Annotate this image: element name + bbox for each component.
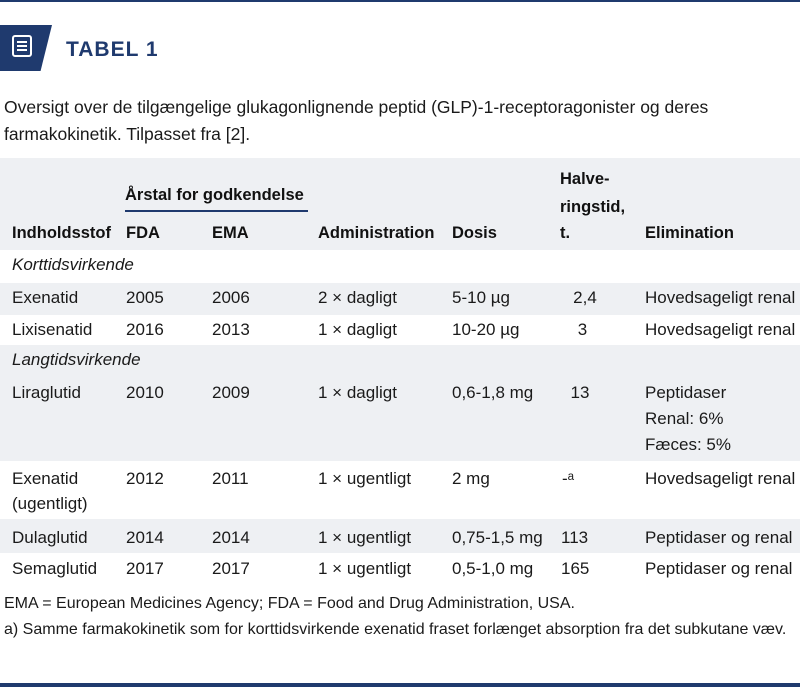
row-exenatid-elim: Hovedsageligt renal	[645, 288, 796, 307]
row-semaglutid-ema: 2017	[212, 559, 250, 578]
col-header-fda: FDA	[126, 224, 160, 242]
table-tag	[0, 25, 52, 71]
row-dulaglutid-name: Dulaglutid	[12, 528, 88, 547]
col-header-substance: Indholdsstof	[12, 224, 111, 242]
section-long: Langtidsvirkende	[12, 350, 141, 369]
row-exenatid-name: Exenatid	[12, 288, 79, 307]
row-exenatid-weekly-elim: Hovedsageligt renal	[645, 469, 796, 488]
group-header-underline	[125, 210, 308, 212]
halflife-header-2: ringstid,	[560, 198, 626, 216]
row-liraglutid-name: Liraglutid	[12, 383, 81, 402]
row-semaglutid-elim: Peptidaser og renal	[645, 559, 793, 578]
table-area	[0, 158, 800, 585]
col-header-ema: EMA	[212, 224, 249, 242]
row-semaglutid-admin: 1 × ugentligt	[318, 559, 412, 578]
footnote-a: a) Samme farmakokinetik som for korttidsvirkende exenatid fraset forlænget absorption fra det subkutane væv.	[4, 621, 787, 638]
row-exenatid-ema: 2006	[212, 288, 250, 307]
row-liraglutid-halflife: 13	[570, 383, 590, 402]
top-rule	[0, 0, 800, 2]
table-label: TABEL 1	[66, 38, 159, 61]
section-short: Korttidsvirkende	[12, 255, 134, 274]
row-liraglutid-elim-2: Renal: 6%	[645, 409, 724, 428]
row-exenatid-weekly-fda: 2012	[126, 469, 164, 488]
row-dulaglutid-ema: 2014	[212, 528, 250, 547]
row-exenatid-weekly-name-1: Exenatid	[12, 469, 79, 488]
halflife-header-1: Halve-	[560, 170, 610, 188]
bottom-rule	[0, 683, 800, 687]
row-lixisenatid-name: Lixisenatid	[12, 320, 93, 339]
row-lixisenatid-ema: 2013	[212, 320, 250, 339]
row-dulaglutid-fda: 2014	[126, 528, 164, 547]
col-header-dose: Dosis	[452, 224, 497, 242]
row-exenatid-dose: 5-10 µg	[452, 288, 510, 307]
row-liraglutid-fda: 2010	[126, 383, 164, 402]
table-caption: Oversigt over de tilgængelige glukagonlignende peptid (GLP)-1-receptoragonister og deres farmakokinetik. Tilpasset fra [2].	[4, 97, 709, 144]
halflife-header-3: t.	[560, 224, 571, 242]
row-dulaglutid-halflife: 113	[561, 528, 589, 547]
row-liraglutid-elim-1: Peptidaser	[645, 383, 727, 402]
row-exenatid-fda: 2005	[126, 288, 164, 307]
row-exenatid-weekly-dose: 2 mg	[452, 469, 490, 488]
row-exenatid-weekly-admin: 1 × ugentligt	[318, 469, 412, 488]
row-lixisenatid-admin: 1 × dagligt	[318, 320, 397, 339]
row-lixisenatid-fda: 2016	[126, 320, 164, 339]
col-header-administration: Administration	[318, 224, 435, 242]
group-header: Årstal for godkendelse	[125, 186, 304, 204]
row-exenatid-admin: 2 × dagligt	[318, 288, 397, 307]
row-liraglutid-admin: 1 × dagligt	[318, 383, 397, 402]
col-header-elimination: Elimination	[645, 224, 734, 242]
row-liraglutid-ema: 2009	[212, 383, 250, 402]
row-dulaglutid-admin: 1 × ugentligt	[318, 528, 412, 547]
row-exenatid-weekly-ema: 2011	[212, 469, 249, 488]
row-exenatid-halflife: 2,4	[573, 288, 597, 307]
row-semaglutid-dose: 0,5-1,0 mg	[452, 559, 534, 578]
row-liraglutid-elim-3: Fæces: 5%	[645, 435, 731, 454]
row-dulaglutid-elim: Peptidaser og renal	[645, 528, 793, 547]
row-lixisenatid-elim: Hovedsageligt renal	[645, 320, 796, 339]
row-semaglutid-name: Semaglutid	[12, 559, 98, 578]
document-icon	[12, 35, 32, 57]
row-liraglutid-dose: 0,6-1,8 mg	[452, 383, 534, 402]
row-exenatid-weekly-halflife: -ᵃ	[562, 469, 574, 488]
row-dulaglutid-dose: 0,75-1,5 mg	[452, 528, 543, 547]
row-exenatid-weekly-name-2: (ugentligt)	[12, 494, 88, 513]
row-lixisenatid-halflife: 3	[577, 320, 588, 339]
row-semaglutid-halflife: 165	[561, 559, 590, 578]
footnote-abbreviations: EMA = European Medicines Agency; FDA = Food and Drug Administration, USA.	[4, 595, 575, 612]
row-lixisenatid-dose: 10-20 µg	[452, 320, 520, 339]
row-semaglutid-fda: 2017	[126, 559, 164, 578]
